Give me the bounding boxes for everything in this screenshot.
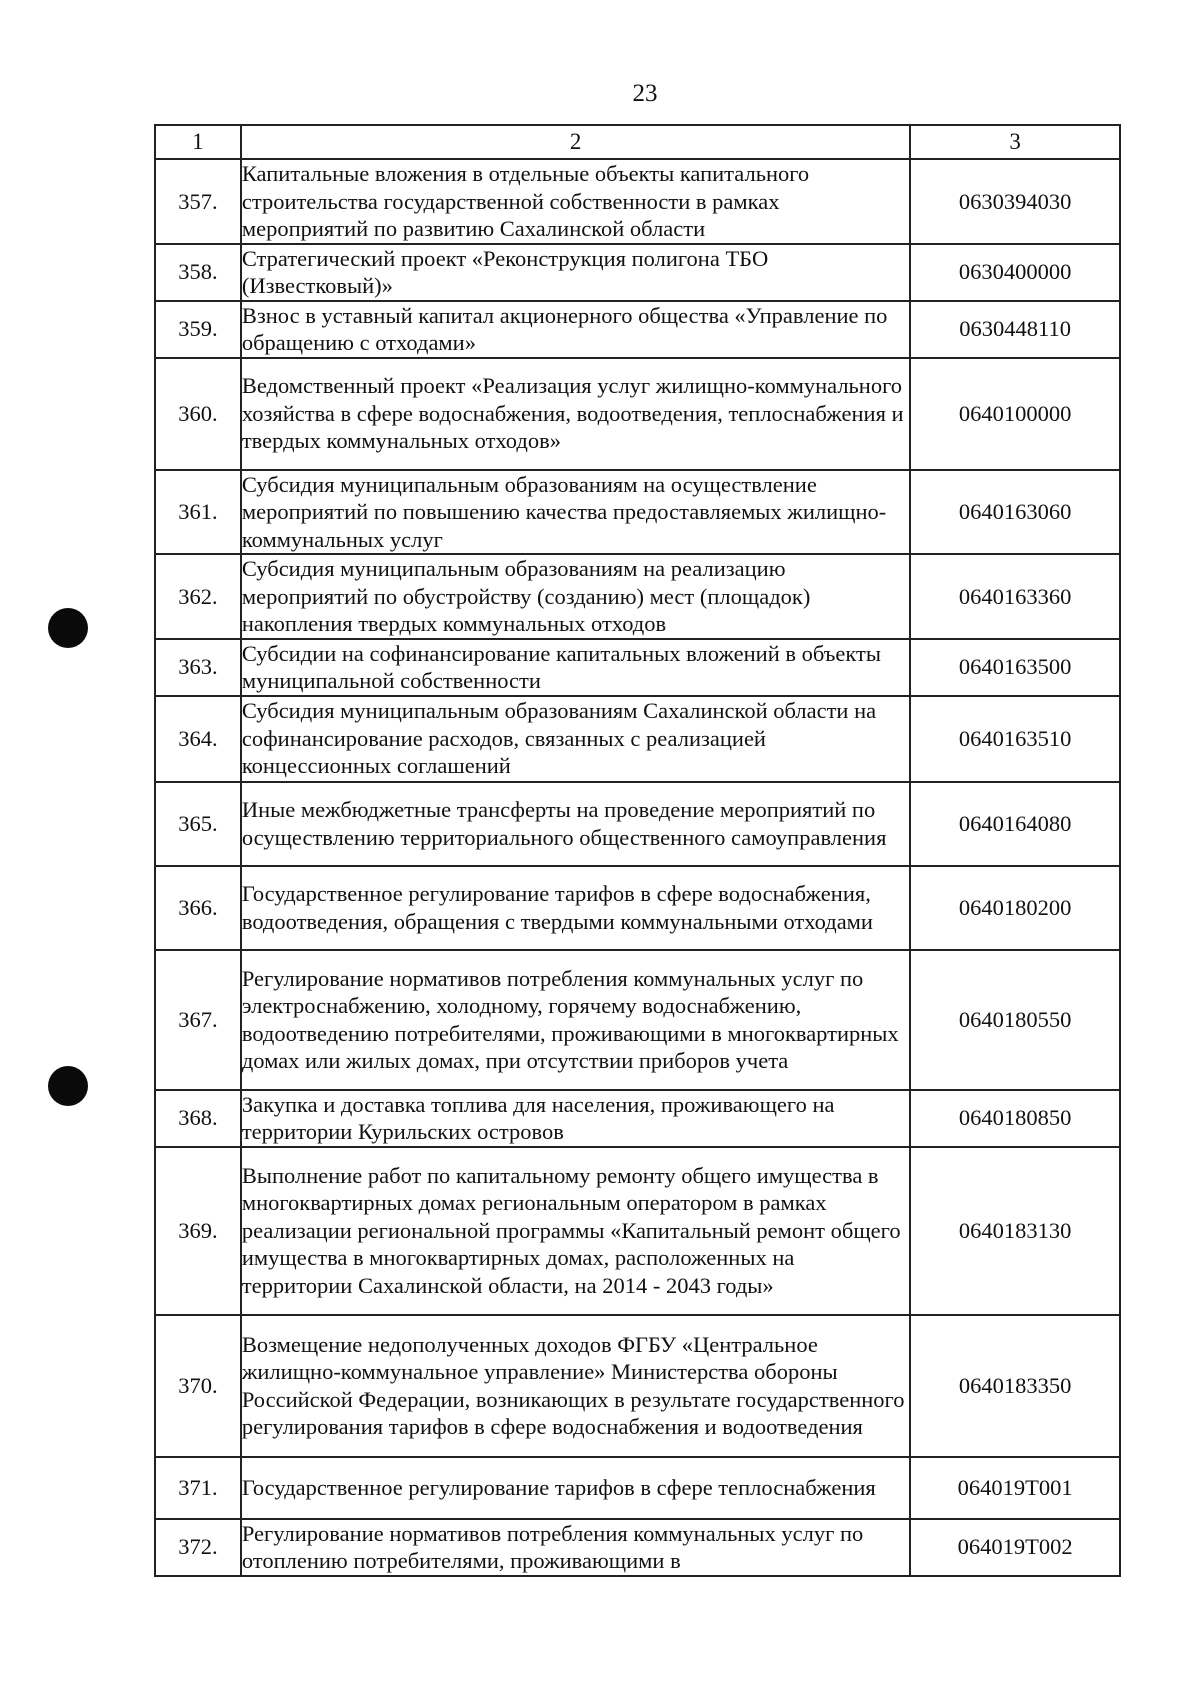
row-code: 0640163500 [910,639,1120,696]
row-number: 368. [155,1090,241,1147]
row-code: 0630448110 [910,301,1120,358]
table-row [155,159,1120,244]
table-header-row [155,125,1120,159]
row-description: Выполнение работ по капитальному ремонту общего имущества в многоквартирных домах региональным оператором в рамках реализации региональной программы «Капитальный ремонт общего имущества в многоквартирных домах, расположенных на территории Сахалинской области, на 2014 - 2043 годы» [241,1147,910,1315]
row-number: 372. [155,1519,241,1576]
row-description: Государственное регулирование тарифов в сфере теплоснабжения [241,1457,910,1519]
row-description: Иные межбюджетные трансферты на проведение мероприятий по осуществлению территориального общественного самоуправления [241,782,910,866]
row-code: 0630400000 [910,244,1120,301]
row-number: 364. [155,696,241,782]
row-code: 064019Т001 [910,1457,1120,1519]
row-description: Субсидия муниципальным образованиям на осуществление мероприятий по повышению качества предоставляемых жилищно-коммунальных услуг [241,470,910,555]
table-row [155,244,1120,301]
table-row [155,866,1120,950]
column-header-code: 3 [910,125,1120,159]
row-number: 362. [155,554,241,639]
row-number: 363. [155,639,241,696]
column-header-number: 1 [155,125,241,159]
row-description: Субсидии на софинансирование капитальных вложений в объекты муниципальной собственности [241,639,910,696]
row-description: Взнос в уставный капитал акционерного общества «Управление по обращению с отходами» [241,301,910,358]
row-description: Субсидия муниципальным образованиям на реализацию мероприятий по обустройству (созданию) мест (площадок) накопления твердых коммунальных отходов [241,554,910,639]
row-code: 0640183130 [910,1147,1120,1315]
row-code: 0640164080 [910,782,1120,866]
row-number: 370. [155,1315,241,1457]
table-row [155,1519,1120,1576]
row-description: Регулирование нормативов потребления коммунальных услуг по отоплению потребителями, проживающими в [241,1519,910,1576]
row-number: 366. [155,866,241,950]
table-row [155,1147,1120,1315]
row-number: 369. [155,1147,241,1315]
row-code: 0640163510 [910,696,1120,782]
row-code: 064019Т002 [910,1519,1120,1576]
budget-code-table [154,124,1121,1577]
table-row [155,1315,1120,1457]
row-number: 365. [155,782,241,866]
row-code: 0640100000 [910,358,1120,470]
row-code: 0640180200 [910,866,1120,950]
row-code: 0630394030 [910,159,1120,244]
row-number: 359. [155,301,241,358]
table-row [155,696,1120,782]
row-code: 0640163360 [910,554,1120,639]
row-number: 371. [155,1457,241,1519]
row-number: 358. [155,244,241,301]
row-description: Капитальные вложения в отдельные объекты капитального строительства государственной собственности в рамках мероприятий по развитию Сахалинской области [241,159,910,244]
row-description: Закупка и доставка топлива для населения, проживающего на территории Курильских островов [241,1090,910,1147]
row-number: 361. [155,470,241,555]
row-code: 0640180850 [910,1090,1120,1147]
table-row [155,470,1120,555]
row-description: Государственное регулирование тарифов в сфере водоснабжения, водоотведения, обращения с твердыми коммунальными отходами [241,866,910,950]
table-row [155,639,1120,696]
table-row [155,554,1120,639]
column-header-description: 2 [241,125,910,159]
row-code: 0640180550 [910,950,1120,1090]
row-description: Регулирование нормативов потребления коммунальных услуг по электроснабжению, холодному, горячему водоснабжению, водоотведению потребителями, проживающими в многоквартирных домах или жилых домах, при отсутствии приборов учета [241,950,910,1090]
table-row [155,1457,1120,1519]
row-description: Субсидия муниципальным образованиям Сахалинской области на софинансирование расходов, связанных с реализацией концессионных соглашений [241,696,910,782]
page-number: 23 [632,80,658,107]
table-row [155,301,1120,358]
row-number: 360. [155,358,241,470]
table-row [155,358,1120,470]
table-row [155,782,1120,866]
row-description: Возмещение недополученных доходов ФГБУ «Центральное жилищно-коммунальное управление» Министерства обороны Российской Федерации, возникающих в результате государственного регулирования тарифов в сфере водоснабжения и водоотведения [241,1315,910,1457]
row-number: 357. [155,159,241,244]
table-row [155,1090,1120,1147]
table-row [155,950,1120,1090]
punch-hole-mark [48,1066,88,1106]
punch-hole-mark [48,608,88,648]
row-description: Ведомственный проект «Реализация услуг жилищно-коммунального хозяйства в сфере водоснабжения, водоотведения, теплоснабжения и твердых коммунальных отходов» [241,358,910,470]
row-code: 0640183350 [910,1315,1120,1457]
row-code: 0640163060 [910,470,1120,555]
row-description: Стратегический проект «Реконструкция полигона ТБО (Известковый)» [241,244,910,301]
row-number: 367. [155,950,241,1090]
